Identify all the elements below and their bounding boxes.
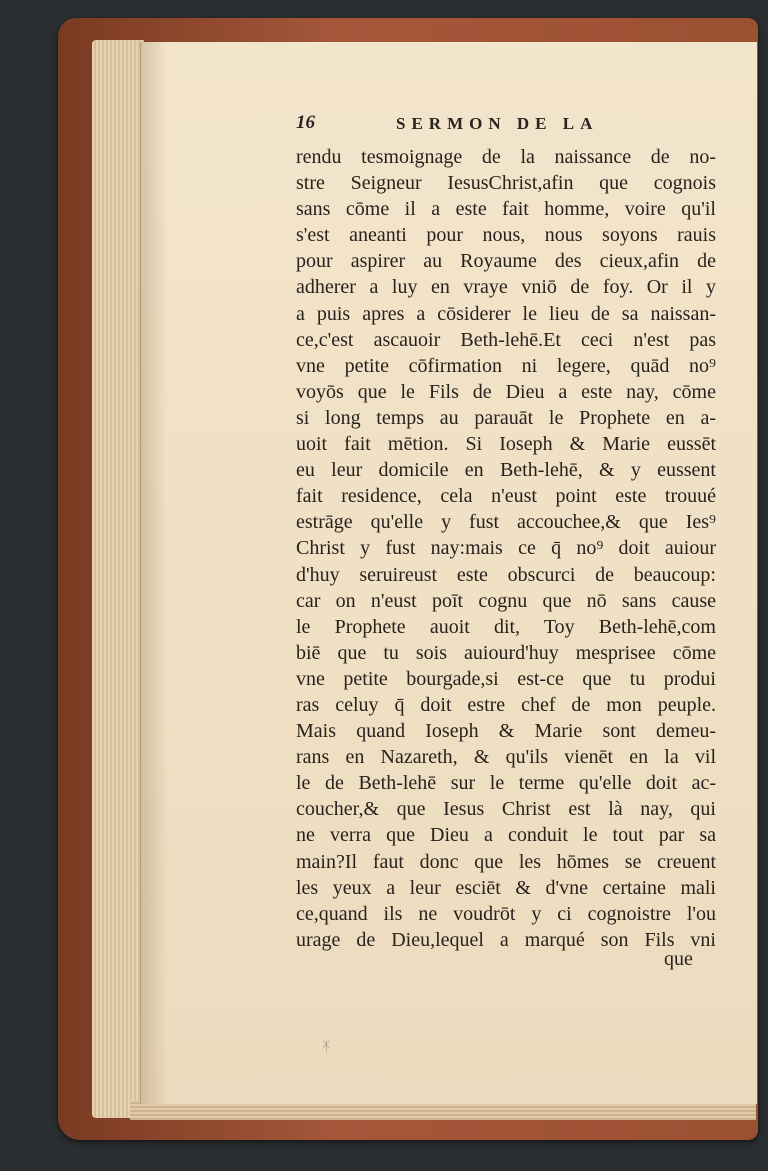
text-line: Mais quand Ioseph & Marie sont demeu-: [296, 720, 716, 743]
text-line: rendu tesmoignage de la naissance de no-: [296, 146, 716, 168]
text-line: le de Beth-lehē sur le terme qu'elle doit ac-: [296, 772, 716, 795]
text-line: main?Il faut donc que les hōmes se creuent: [296, 850, 716, 873]
body-text: [296, 144, 716, 953]
text-line: les yeux a leur esciēt & d'vne certaine mali: [296, 876, 716, 899]
text-line: d'huy seruireust este obscurci de beaucoup:: [296, 563, 716, 586]
text-line: estrāge qu'elle y fust accouchee,& que Ies⁹: [296, 511, 716, 534]
text-line: ras celuy q̄ doit estre chef de mon peuple.: [296, 693, 716, 716]
text-line: sans cōme il a este fait homme, voire qu'il: [296, 198, 716, 221]
text-line: coucher,& que Iesus Christ est là nay, qui: [296, 798, 716, 821]
text-line: rans en Nazareth, & qu'ils vienēt en la vil: [296, 746, 716, 769]
text-line: ce,c'est ascauoir Beth-lehē.Et ceci n'est pas: [296, 328, 716, 351]
text-line: vne petite bourgade,si est-ce que tu produi: [296, 667, 716, 690]
catchword: que: [664, 948, 693, 970]
text-line: s'est aneanti pour nous, nous soyons rauis: [296, 224, 716, 247]
text-line: le Prophete auoit dit, Toy Beth-lehē,com: [296, 615, 716, 638]
text-line: ce,quand ils ne voudrōt y ci cognoistre l'ou: [296, 902, 716, 925]
text-line: fait residence, cela n'eust point este trouué: [296, 485, 716, 508]
text-line: urage de Dieu,lequel a marqué son Fils vni: [296, 928, 716, 951]
gutter-shadow: [140, 42, 168, 1104]
text-line: stre Seigneur IesusChrist,afin que cognois: [296, 172, 716, 195]
text-line: vne petite cōfirmation ni legere, quād no⁹: [296, 354, 716, 377]
text-line: biē que tu sois auiourd'huy mesprisee cōme: [296, 641, 716, 664]
text-line: car on n'eust poīt cognu que nō sans cause: [296, 589, 716, 612]
text-line: voyōs que le Fils de Dieu a este nay, cōme: [296, 380, 716, 403]
page-edges-left: [92, 40, 144, 1118]
text-line: ne verra que Dieu a conduit le tout par sa: [296, 824, 716, 847]
page-number: 16: [296, 112, 315, 133]
text-line: pour aspirer au Royaume des cieux,afin de: [296, 250, 716, 273]
ink-speck: ᛡ: [322, 1040, 331, 1055]
text-line: a puis apres a cōsiderer le lieu de sa naissan-: [296, 302, 716, 325]
text-line: si long temps au parauāt le Prophete en a-: [296, 406, 716, 429]
text-line: eu leur domicile en Beth-lehē, & y eussent: [296, 459, 716, 482]
text-line: adherer a luy en vraye vniō de foy. Or il y: [296, 276, 716, 299]
running-head: [296, 112, 626, 138]
running-title: SERMON DE LA: [396, 114, 599, 133]
text-line: uoit fait mētion. Si Ioseph & Marie eussēt: [296, 433, 716, 456]
text-line: Christ y fust nay:mais ce q̄ no⁹ doit auiour: [296, 537, 716, 560]
